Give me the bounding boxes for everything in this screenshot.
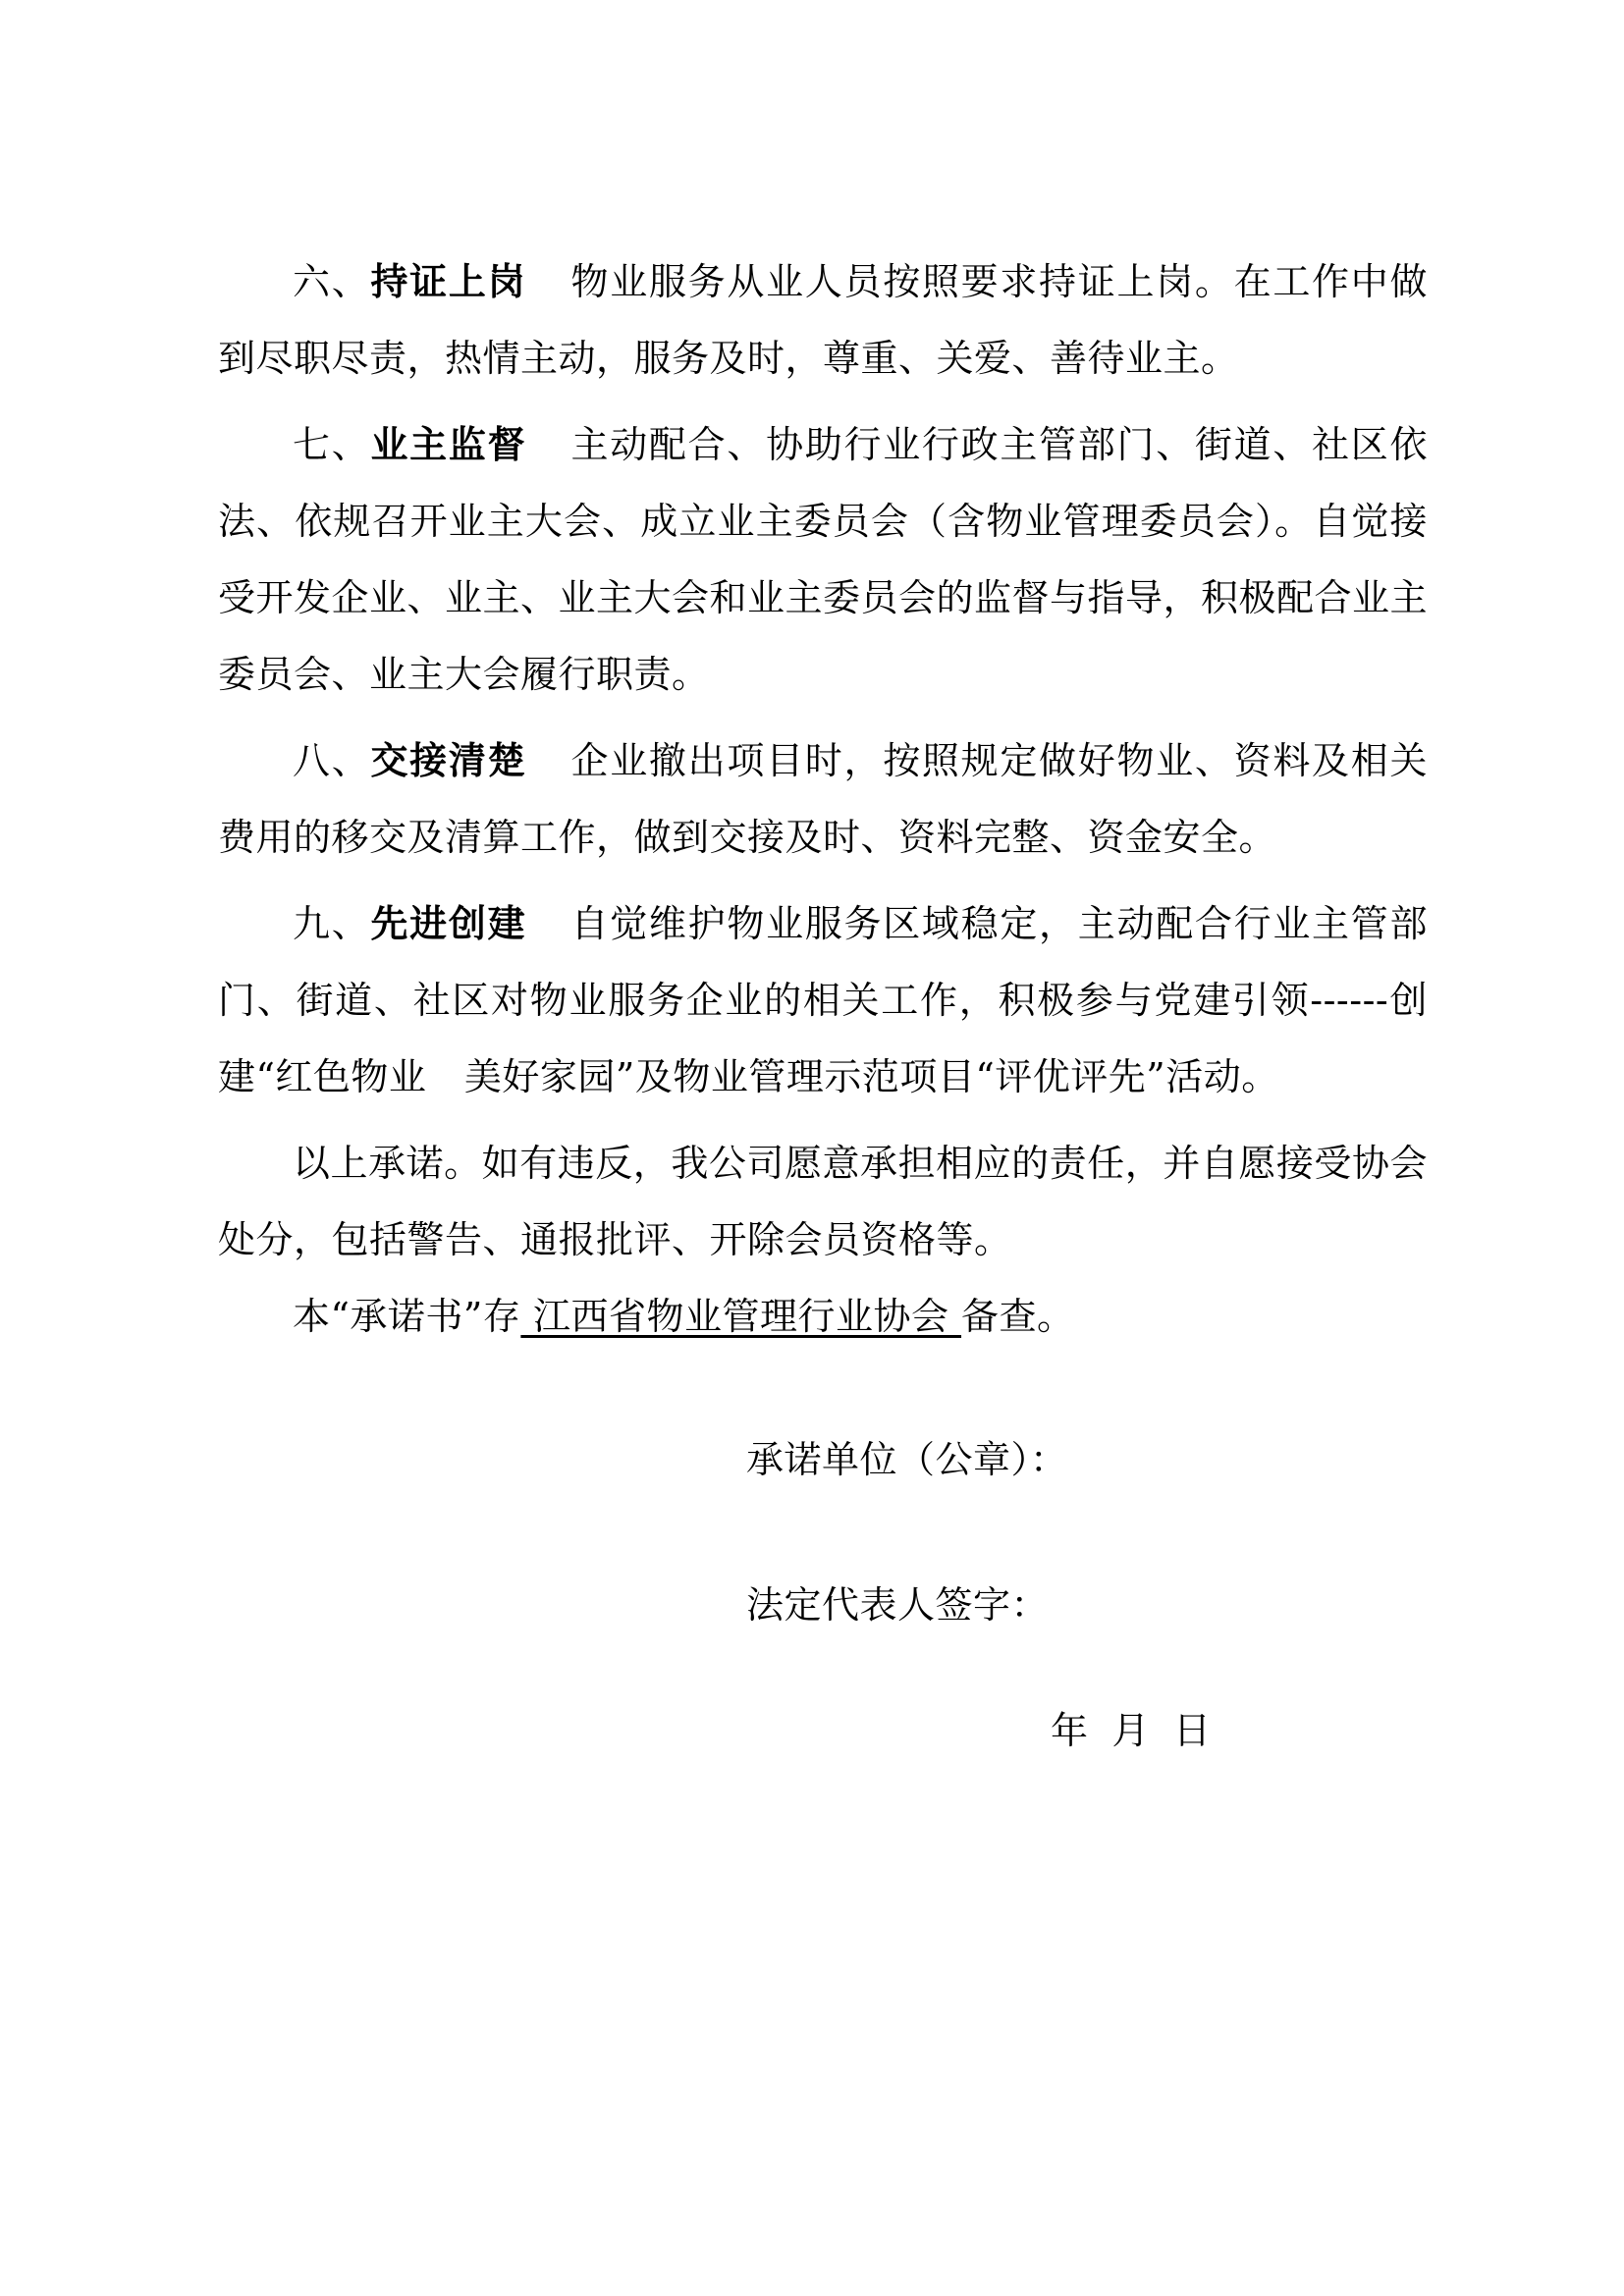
record-organization: 江西省物业管理行业协会: [520, 1295, 962, 1338]
record-prefix: 本“承诺书”存: [293, 1295, 521, 1338]
item-7-heading: 业主监督: [370, 423, 527, 466]
record-statement: [218, 1278, 1428, 1355]
item-8-body: 企业撤出项目时，按照规定做好物业、资料及相关费用的移交及清算工作，做到交接及时、资料完整、资金安全。: [218, 739, 1428, 859]
item-7-number: 七、: [293, 423, 371, 466]
seal-unit-label: 承诺单位（公章）：: [746, 1438, 1068, 1481]
date-day: 日: [1173, 1709, 1212, 1752]
signature-date: [1051, 1706, 1212, 1755]
item-7: [218, 406, 1428, 713]
commitment-body: [218, 243, 1428, 1355]
item-9-body: 自觉维护物业服务区域稳定，主动配合行业主管部门、街道、社区对物业服务企业的相关工作，积极参与党建引领------创建“红色物业 美好家园”及物业管理示范项目“评优评先”活动。: [218, 902, 1428, 1098]
legal-representative-label: 法定代表人签字：: [746, 1583, 1050, 1627]
record-suffix: 备查。: [961, 1295, 1075, 1338]
item-8-number: 八、: [293, 739, 371, 782]
pledge-statement: 以上承诺。如有违反，我公司愿意承担相应的责任，并自愿接受协会处分，包括警告、通报批评、开除会员资格等。: [218, 1142, 1428, 1261]
item-9-heading: 先进创建: [370, 902, 527, 945]
item-8: [218, 722, 1428, 876]
item-6-body: 物业服务从业人员按照要求持证上岗。在工作中做到尽职尽责，热情主动，服务及时，尊重、关爱、善待业主。: [218, 260, 1428, 380]
item-9-number: 九、: [293, 902, 371, 945]
item-9: [218, 885, 1428, 1115]
item-6: [218, 243, 1428, 397]
item-7-body: 主动配合、协助行业行政主管部门、街道、社区依法、依规召开业主大会、成立业主委员会（含物业管理委员会）。自觉接受开发企业、业主、业主大会和业主委员会的监督与指导，积极配合业主委员会、业主大会履行职责。: [218, 423, 1429, 696]
item-6-number: 六、: [293, 260, 371, 303]
date-month: 月: [1111, 1709, 1151, 1752]
date-year: 年: [1051, 1709, 1089, 1752]
item-8-heading: 交接清楚: [370, 739, 527, 782]
item-6-heading: 持证上岗: [370, 260, 527, 303]
